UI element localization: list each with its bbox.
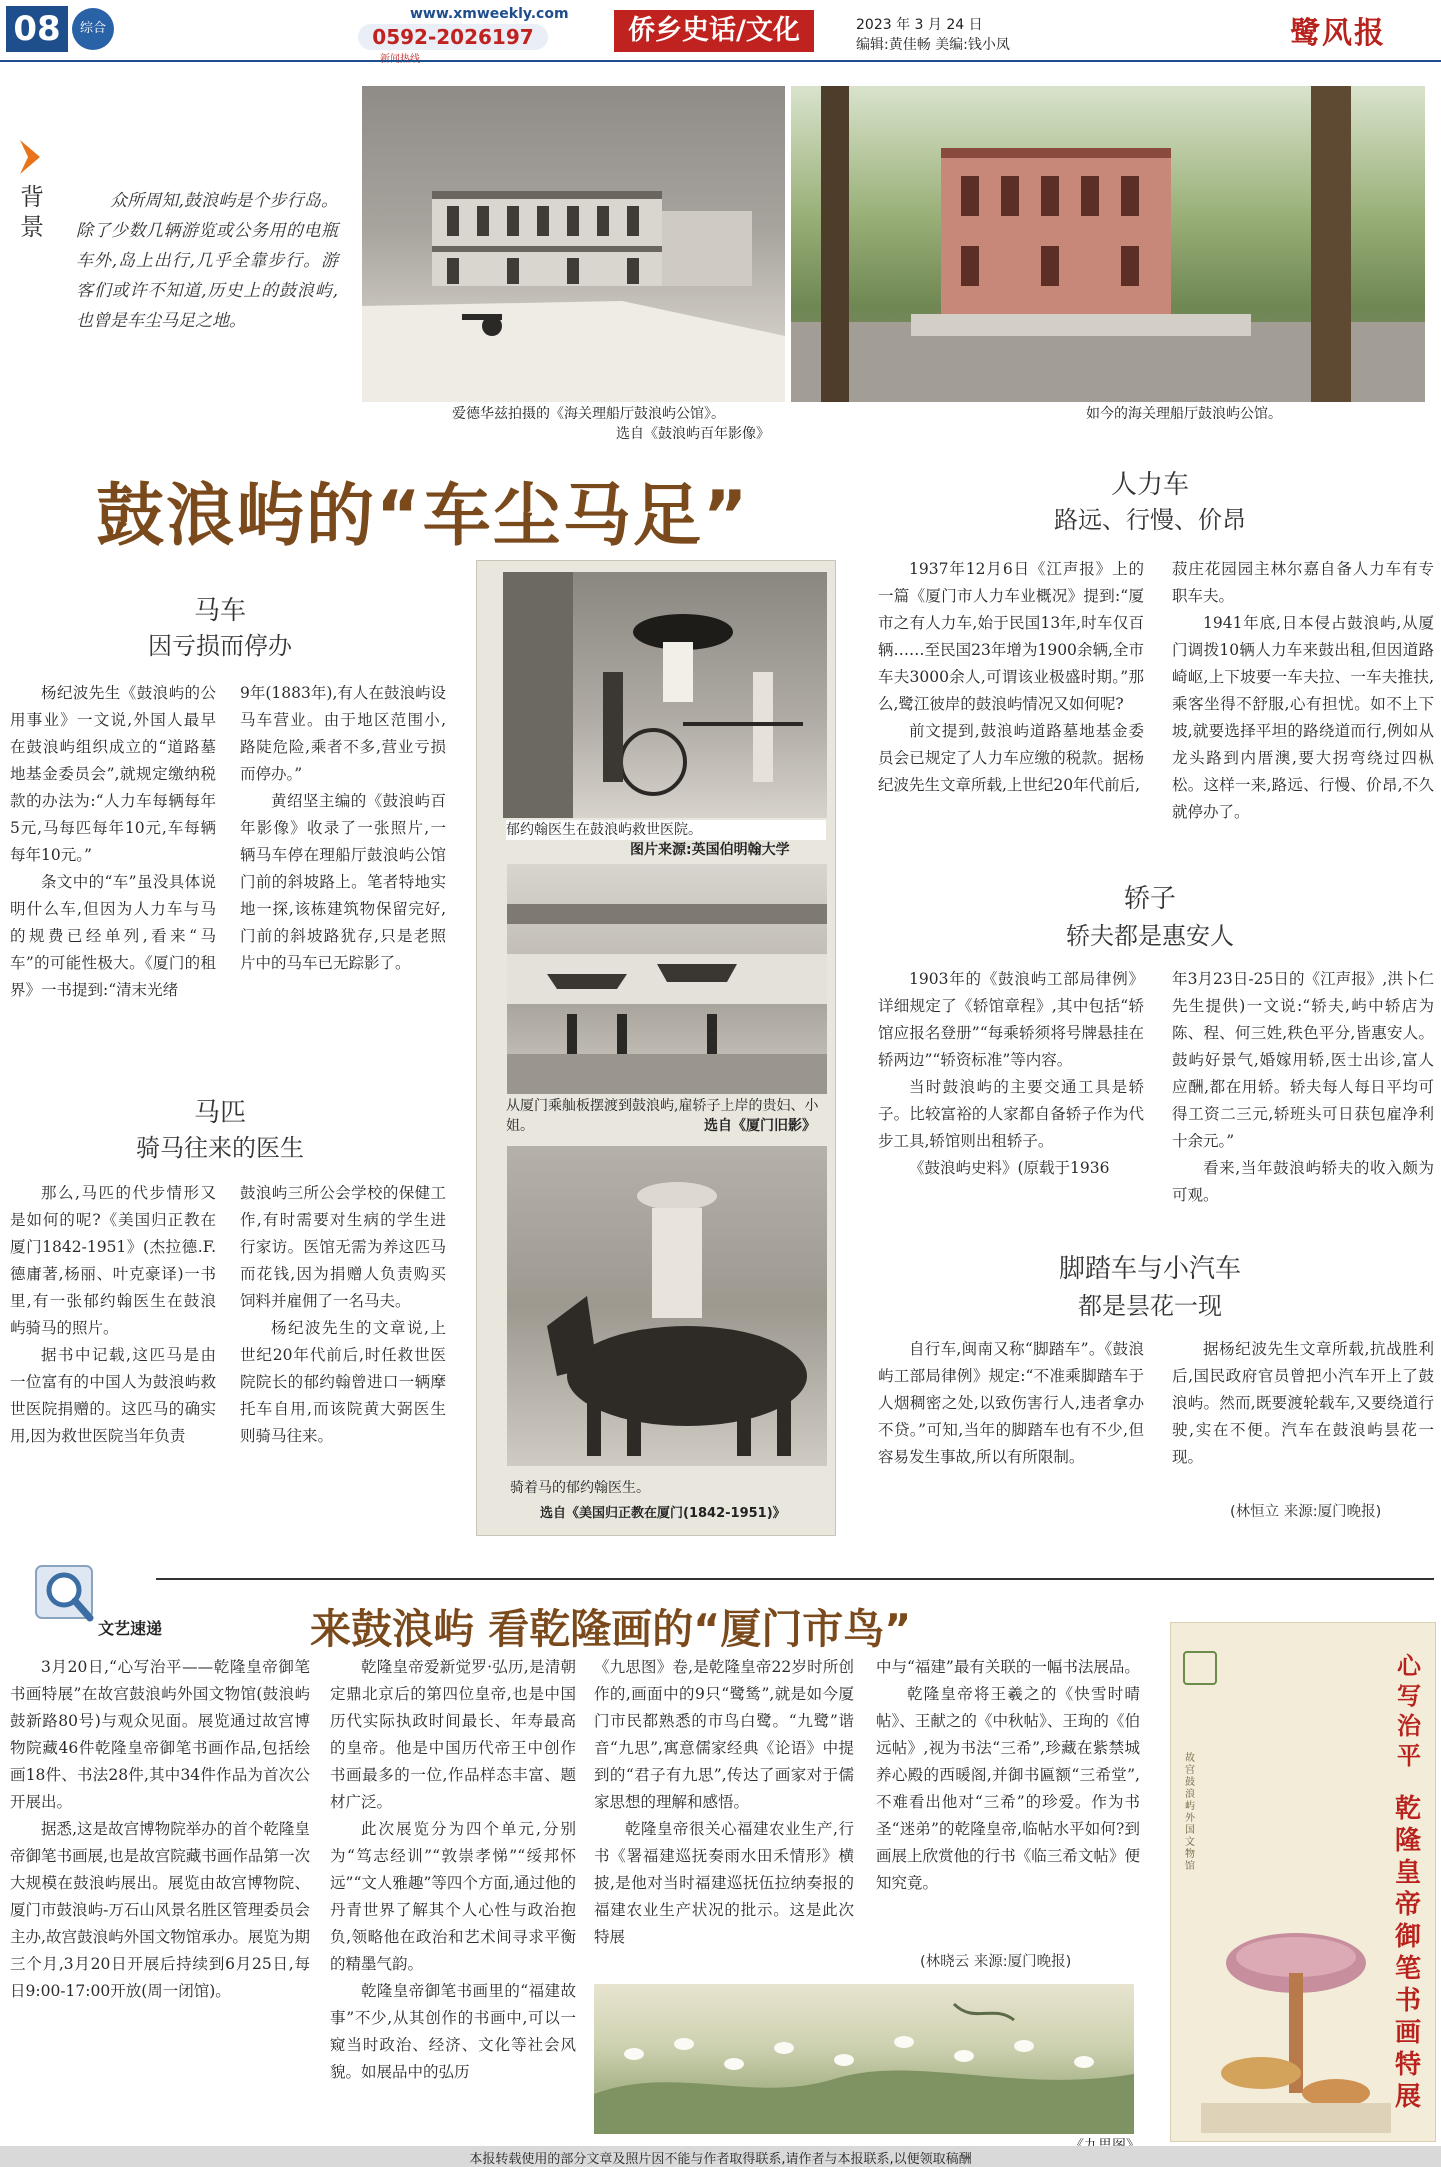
rickshaw-col2 [1172, 556, 1434, 826]
page-number: 08 [6, 6, 68, 52]
hotline-label [380, 50, 420, 65]
poster-subtitle: 乾隆皇帝御笔书画特展 [1395, 1794, 1422, 2112]
article-byline: (林恒立 来源:厦门晚报) [1230, 1504, 1382, 1520]
horse-p3: 鼓浪屿三所公会学校的保健工作,有时需要对生病的学生进行家访。医馆无需为养这匹马而花钱,因为捐赠人负责购买饲料并雇佣了一名马夫。 [240, 1184, 446, 1310]
exhibit-col3 [594, 1654, 854, 1951]
horse-caption: 骑着马的郁约翰医生。 [510, 1480, 650, 1496]
website-text: www.xmweekly.com [410, 6, 569, 22]
section-sedan-subtitle: 轿夫都是惠安人 [1066, 922, 1234, 950]
sedan-p5: 看来,当年鼓浪屿轿夫的收入颇为可观。 [1172, 1159, 1434, 1204]
background-text: 众所周知,鼓浪屿是个步行岛。除了少数几辆游览或公务用的电瓶车外,岛上出行,几乎全靠步行。游客们或许不知道,历史上的鼓浪屿,也曾是车尘马足之地。 [76, 191, 338, 331]
masthead-rule [0, 60, 1441, 62]
exhibit-p2: 据悉,这是故宫博物院举办的首个乾隆皇帝御笔书画展,也是故宫院藏书画作品第一次大规模在鼓浪屿展出。展览由故宫博物院、厦门市鼓浪屿-万石山风景名胜区管理委员会主办,故宫鼓浪屿外国文物馆承办。展览为期三个月,3月20日开展后持续到6月25日,每日9:00-17:00开放(周一闭馆)。 [10, 1820, 310, 2000]
exhibit-p5: 乾隆皇帝御笔书画里的“福建故事”不少,从其创作的书画中,可以一窥当时政治、经济、文化等社会风貌。如展品中的弘历 [330, 1982, 576, 2081]
bike-col2 [1172, 1336, 1434, 1471]
rickshaw-source: 图片来源:英国伯明翰大学 [630, 842, 790, 858]
sedan-col1 [878, 966, 1144, 1182]
magnifier-icon [30, 1560, 106, 1630]
issue-date: 2023 年 3 月 24 日 [856, 17, 983, 33]
horse-photo [507, 1146, 827, 1466]
sedan-p4: 年3月23日-25日的《江声报》,洪卜仁先生提供)一文说:“轿夫,屿中轿店为陈、程、何三姓,秩色平分,皆惠安人。鼓屿好景气,婚嫁用轿,医士出诊,富人应酬,都在用轿。轿夫每人每日平均可得工资二三元,轿班头可日获包雇净利十余元。” [1172, 970, 1434, 1150]
horse-p2: 据书中记载,这匹马是由一位富有的中国人为鼓浪屿救世医院捐赠的。这匹马的确实用,因为救世医院当年负责 [10, 1346, 216, 1445]
carriage-p3: 9年(1883年),有人在鼓浪屿设马车营业。由于地区范围小,路陡危险,乘者不多,营业亏损而停办。” [240, 684, 446, 783]
section-carriage-subtitle: 因亏损而停办 [148, 632, 292, 660]
exhibit-p9: 乾隆皇帝将王羲之的《快雪时晴帖》、王献之的《中秋帖》、王珣的《伯远帖》,视为书法“三希”,珍藏在紫禁城养心殿的西暖阁,并御书匾额“三希堂”,不难看出他对“三希”的珍爱。作为书圣“迷弟”的乾隆皇帝,临帖水平如何?到画展上欣赏他的行书《临三希文帖》便知究竟。 [876, 1685, 1140, 1892]
section-carriage-title: 马车 [193, 596, 246, 626]
rickshaw-p4: 1941年底,日本侵占鼓浪屿,从厦门调拨10辆人力车来鼓出租,但因道路崎岖,上下坡要一车夫拉、一车夫推扶,乘客坐得不舒服,心有担忧。如不上下坡,就要选择平坦的路绕道而行,例如从龙头路到内厝澳,要大拐弯绕过四枞松。这样一来,路远、行慢、价昂,不久就停办了。 [1172, 614, 1434, 821]
nine-egrets-painting [594, 1984, 1134, 2134]
old-office-photo [362, 86, 785, 402]
section-rickshaw-subtitle: 路远、行慢、价昂 [1054, 506, 1246, 534]
carriage-col2 [240, 680, 446, 977]
rickshaw-caption: 郁约翰医生在鼓浪屿救世医院。 [506, 820, 826, 840]
exhibit-poster [1170, 1622, 1436, 2142]
side-badge: 综合 [72, 8, 114, 50]
exhibit-p3: 乾隆皇帝爱新觉罗·弘历,是清朝定鼎北京后的第四位皇帝,也是中国历代实际执政时间最长、年寿最高的皇帝。他是中国历代帝王中创作书画最多的一位,作品样态丰富、题材广泛。 [330, 1658, 576, 1811]
poster-title: 心写治平 [1397, 1651, 1421, 1770]
new-office-caption: 如今的海关理船厅鼓浪屿公馆。 [1086, 406, 1282, 422]
section-bike-subtitle: 都是昙花一现 [1078, 1292, 1222, 1320]
hotline-number: 0592-2026197 [358, 24, 548, 50]
exhibit-byline: (林晓云 来源:厦门晚报) [920, 1954, 1072, 1970]
rickshaw-p3: 菽庄花园园主林尔嘉自备人力车有专职车夫。 [1172, 560, 1434, 605]
carriage-p2: 条文中的“车”虽没具体说明什么车,但因为人力车与马的规费已经单列,看来“马车”的可能性极大。《厦门的租界》一书提到:“清末光绪 [10, 873, 216, 999]
horse-col1 [10, 1180, 216, 1450]
poster-venue: 故宫鼓浪屿外国文物馆 [1185, 1753, 1195, 1872]
carriage-col1 [10, 680, 216, 1004]
exhibit-p7: 乾隆皇帝很关心福建农业生产,行书《署福建巡抚奏雨水田禾情形》横披,是他对当时福建巡抚伍拉纳奏报的福建农业生产状况的批示。这是此次特展 [594, 1820, 854, 1946]
exhibit-col1 [10, 1654, 310, 2005]
section-rickshaw-title: 人力车 [1110, 470, 1189, 500]
horse-source: 选自《美国归正教在厦门(1842-1951)》 [540, 1506, 786, 1521]
sedan-p2: 当时鼓浪屿的主要交通工具是轿子。比较富裕的人家都自备轿子作为代步工具,轿馆则出租轿子。 [878, 1078, 1144, 1150]
rickshaw-p1: 1937年12月6日《江声报》上的一篇《厦门市人力车业概况》提到:“厦市之有人力车,始于民国13年,时车仅百辆……至民国23年增为1900余辆,全市车夫3000余人,可谓该业极盛时期。”那么,鹭江彼岸的鼓浪屿情况又如何呢? [878, 560, 1144, 713]
section-horse-subtitle: 骑马往来的医生 [136, 1134, 304, 1162]
exhibit-p1: 3月20日,“心写治平——乾隆皇帝御笔书画特展”在故宫鼓浪屿外国文物馆(鼓浪屿鼓新路80号)与观众见面。展览通过故宫博物院藏46件乾隆皇帝御笔书画作品,包括绘画18件、书法28件,其中34件作品为首次公开展出。 [10, 1658, 310, 1811]
sedan-p3: 《鼓浪屿史料》(原载于1936 [909, 1159, 1110, 1177]
sedan-p1: 1903年的《鼓浪屿工部局律例》详细规定了《轿馆章程》,其中包括“轿馆应报名登册”“每乘轿须将号牌悬挂在轿两边”“轿资标准”等内容。 [878, 970, 1144, 1069]
new-office-photo [791, 86, 1425, 402]
exhibit-col2 [330, 1654, 576, 2086]
editor-credits: 编辑:黄佳畅 美编:钱小凤 [856, 37, 1010, 53]
horse-p4: 杨纪波先生的文章说,上世纪20年代前后,时任救世医院院长的郁约翰曾进口一辆摩托车自用,而该院黄大弼医生则骑马往来。 [240, 1319, 446, 1445]
exhibit-p6: 《九思图》卷,是乾隆皇帝22岁时所创作的,画面中的9只“鹭鸶”,就是如今厦门市民都熟悉的市鸟白鹭。“九鹭”谐音“九思”,寓意儒家经典《论语》中提到的“君子有九思”,传达了画家对于儒家思想的理解和感悟。 [594, 1658, 854, 1811]
footer-notice: 本报转载使用的部分文章及照片因不能与作者取得联系,请作者与本报联系,以便领取稿酬 [469, 2152, 972, 2167]
section-bike-title: 脚踏车与小汽车 [1058, 1254, 1241, 1284]
masthead [0, 0, 1441, 62]
section-horse-title: 马匹 [193, 1098, 246, 1128]
old-office-caption: 爱德华兹拍摄的《海关理船厅鼓浪屿公馆》。 [452, 406, 725, 422]
bike-col1 [878, 1336, 1144, 1471]
article-headline: 鼓浪屿的“车尘马足” [96, 477, 750, 556]
rickshaw-photo [503, 572, 827, 818]
horse-p1: 那么,马匹的代步情形又是如何的呢?《美国归正教在厦门1842-1951》(杰拉德.F.德庸著,杨丽、叶克豪译)一书里,有一张郁约翰医生在鼓浪屿骑马的照片。 [10, 1184, 216, 1337]
ferry-caption: 从厦门乘舢板摆渡到鼓浪屿,雇轿子上岸的贵妇、小姐。 [506, 1098, 819, 1134]
background-arrow-icon [20, 140, 40, 174]
ferry-source: 选自《厦门旧影》 [704, 1118, 816, 1134]
horse-col2 [240, 1180, 446, 1450]
carriage-p1: 杨纪波先生《鼓浪屿的公用事业》一文说,外国人最早在鼓浪屿组织成立的“道路墓地基金委员会”,就规定缴纳税款的办法为:“人力车每辆每年5元,马每匹每年10元,车每辆每年10元。” [10, 684, 216, 864]
bike-p2: 据杨纪波先生文章所载,抗战胜利后,国民政府官员曾把小汽车开上了鼓浪屿。然而,既要渡轮载车,又要绕道行驶,实在不便。汽车在鼓浪屿昙花一现。 [1172, 1340, 1434, 1466]
old-office-source: 选自《鼓浪屿百年影像》 [616, 426, 770, 442]
exhibit-p4: 此次展览分为四个单元,分别为“笃志经训”“敦崇孝悌”“绥邦怀远”“文人雅趣”等四个方面,通过他的丹青世界了解其个人心性与政治抱负,领略他在政治和艺术间寻求平衡的精墨气韵。 [330, 1820, 576, 1973]
exhibit-p8: 中与“福建”最有关联的一幅书法展品。 [876, 1658, 1140, 1676]
rickshaw-col1 [878, 556, 1144, 799]
paper-logo: 鹭风报 [1290, 16, 1386, 51]
ferry-photo [507, 864, 827, 1094]
background-label: 背景 [20, 183, 44, 241]
poster-seal-icon [1183, 1651, 1217, 1685]
bike-p1: 自行车,闽南又称“脚踏车”。《鼓浪屿工部局律例》规定:“不准乘脚踏车于人烟稠密之处,以致伤害行人,违者拿办不贷。”可知,当年的脚踏车也有不少,但容易发生事故,所以有所限制。 [878, 1340, 1144, 1466]
exhibit-tag: 文艺速递 [98, 1619, 163, 1638]
hotline-block [340, 4, 570, 60]
exhibit-headline: 来鼓浪屿 看乾隆画的“厦门市鸟” [310, 1605, 912, 1653]
section-sedan-title: 轿子 [1123, 884, 1176, 914]
section-banner: 侨乡史话/文化 [614, 10, 814, 52]
section-divider [156, 1578, 1434, 1580]
sedan-col2 [1172, 966, 1434, 1209]
exhibit-col4 [876, 1654, 1140, 1897]
rickshaw-p2: 前文提到,鼓浪屿道路墓地基金委员会已规定了人力车应缴的税款。据杨纪波先生文章所载,上世纪20年代前后, [878, 722, 1144, 794]
poster-fungus-illustration [1201, 1903, 1391, 2133]
carriage-p4: 黄绍坚主编的《鼓浪屿百年影像》收录了一张照片,一辆马车停在理船厅鼓浪屿公馆门前的斜坡路上。笔者特地实地一探,该栋建筑物保留完好,门前的斜坡路犹存,只是老照片中的马车已无踪影了。 [240, 792, 446, 972]
